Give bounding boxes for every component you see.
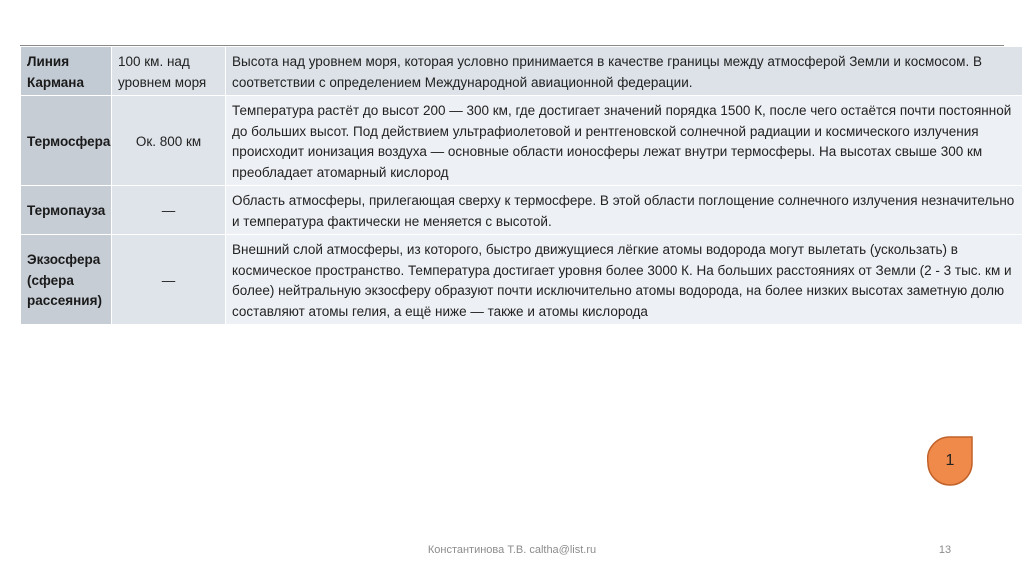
table-row	[21, 186, 1023, 235]
layer-name-cell: Экзосфера (сфера рассеяния)	[21, 235, 112, 325]
layer-altitude-cell: —	[112, 235, 226, 325]
table-row	[21, 235, 1023, 325]
table-row	[21, 47, 1023, 96]
layer-name-cell: Термосфера	[21, 96, 112, 186]
table-row	[21, 96, 1023, 186]
page-number: 13	[938, 544, 952, 556]
layer-description-cell: Температура растёт до высот 200 — 300 км, где достигает значений порядка 1500 К, после чего остаётся почти постоянной до больших высот. Под действием ультрафиолетовой и рентгеновской солнечной радиации и космического излучения происходит ионизация воздуха — основные области ионосферы лежат внутри термосферы. На высотах свыше 300 км преобладает атомарный кислород	[226, 96, 1023, 186]
layer-name-cell: Термопауза	[21, 186, 112, 235]
layer-description-cell: Внешний слой атмосферы, из которого, быстро движущиеся лёгкие атомы водорода могут вылетать (ускользать) в космическое пространство. Температура достигает уровня более 3000 К. На больших расстояниях от Земли (2 - 3 тыс. км и более) нейтральную экзосферу образуют почти исключительно атомы водорода, на более низких высотах заметную долю составляют атомы гелия, а ещё ниже — также и атомы кислорода	[226, 235, 1023, 325]
layer-altitude-cell: 100 км. над уровнем моря	[112, 47, 226, 96]
footer-author: Константинова Т.В. caltha@list.ru	[427, 544, 597, 556]
atmosphere-layers-table	[20, 46, 1023, 325]
badge-number: 1	[945, 452, 955, 469]
layer-altitude-cell: Ок. 800 км	[112, 96, 226, 186]
layer-description-cell: Высота над уровнем моря, которая условно принимается в качестве границы между атмосферой Земли и космосом. В соответствии с определением Международной авиационной федерации.	[226, 47, 1023, 96]
layer-description-cell: Область атмосферы, прилегающая сверху к термосфере. В этой области поглощение солнечного излучения незначительно и температура фактически не меняется с высотой.	[226, 186, 1023, 235]
layer-altitude-cell: —	[112, 186, 226, 235]
slide-number-badge	[927, 436, 973, 487]
layer-name-cell: Линия Кармана	[21, 47, 112, 96]
